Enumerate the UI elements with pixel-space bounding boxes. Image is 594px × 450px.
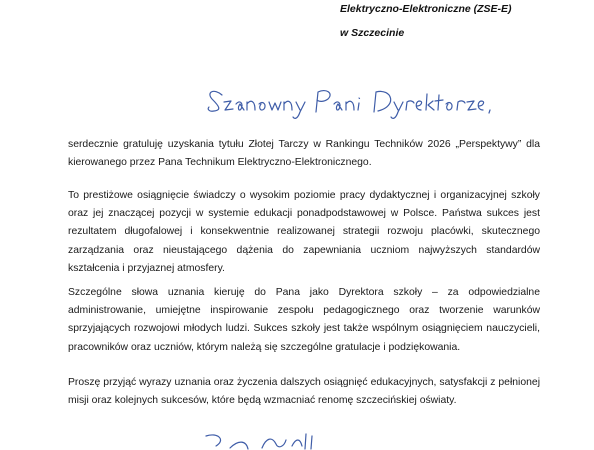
paragraph-wishes: Proszę przyjąć wyrazy uznania oraz życzenia dalszych osiągnięć edukacyjnych, satysfakcji z pełnionej misji oraz kolejnych sukcesów, które będą wzmacniać renomę szczecińskiej oświaty. [68, 377, 540, 407]
recipient-school-name: Elektryczno-Elektroniczne (ZSE-E) [340, 3, 512, 15]
paragraph-achievement: To prestiżowe osiągnięcie świadczy o wysokim poziomie pracy dydaktycznej i organizacyjnej szkoły oraz jej znaczącej pozycji w systemie edukacji ponadpodstawowej w Polsce. Państwa sukces jest rezultatem długofalowej i konsekwentnie realizowanej strategii rozwoju placówki, skutecznego zarządzania oraz nieustającego dążenia do zapewniania uczniom najwyższych standardów kształcenia i przyjaznej atmosfery. [68, 190, 540, 274]
paragraph-congratulations: serdecznie gratuluję uzyskania tytułu Złotej Tarczy w Rankingu Techników 2026 „Perspektywy” dla kierowanego przez Pana Technikum Elektryczno-Elektronicznego. [68, 139, 540, 169]
recipient-city: w Szczecinie [340, 27, 405, 39]
paragraph-recognition: Szczególne słowa uznania kieruję do Pana jako Dyrektora szkoły – za odpowiedzialne administrowanie, umiejętne inspirowanie zespołu pedagogicznego oraz tworzenie warunków sprzyjających rozwojowi młodych ludzi. Sukces szkoły jest także wspólnym osiągnięciem nauczycieli, pracowników oraz uczniów, którym należą się szczególne gratulacje i podziękowania. [68, 287, 540, 353]
